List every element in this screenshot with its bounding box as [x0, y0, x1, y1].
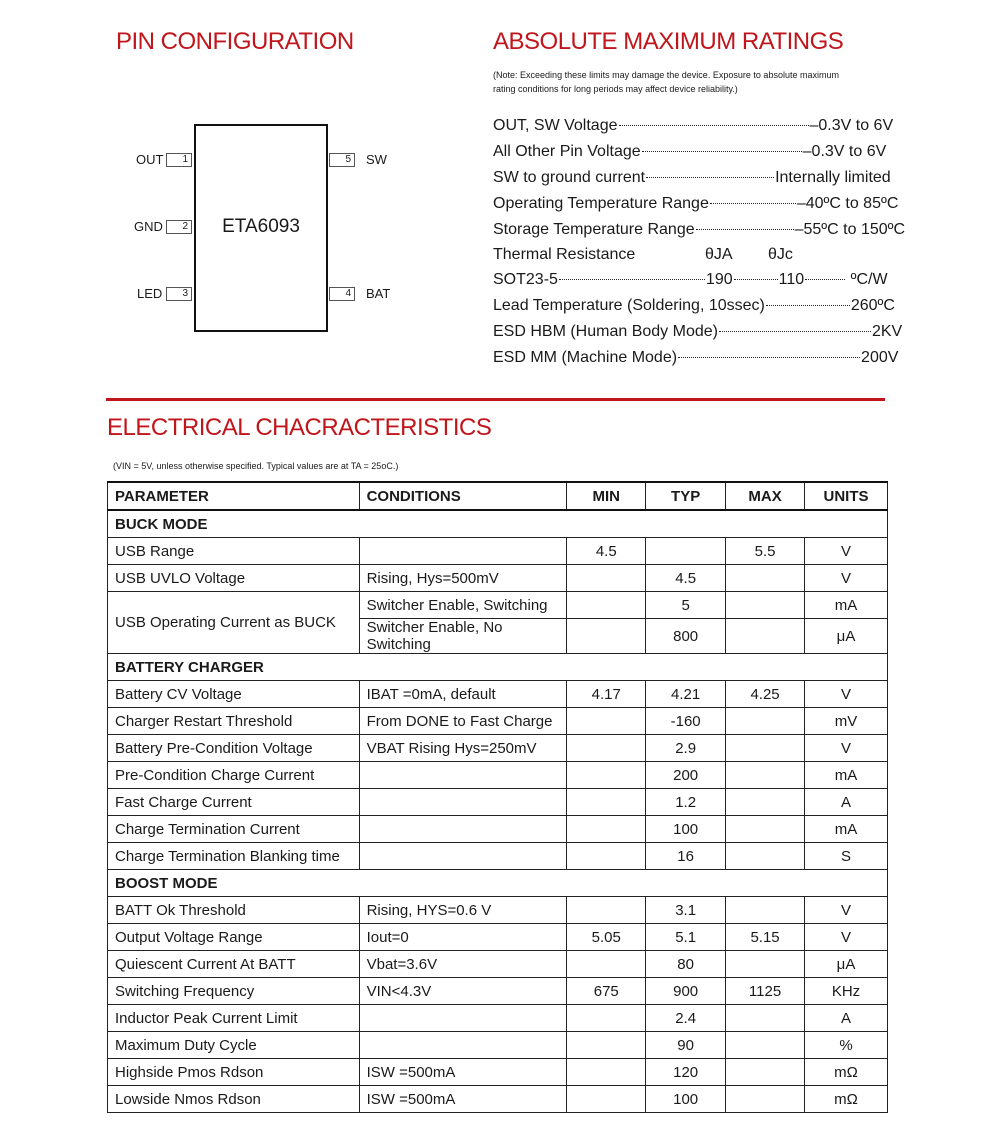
min-cell	[567, 843, 646, 870]
col-header-parameter: PARAMETER	[108, 482, 360, 510]
chip-package-outline	[194, 124, 328, 332]
rating-label: All Other Pin Voltage	[493, 143, 641, 160]
unit-cell: V	[805, 924, 888, 951]
cond-cell: Rising, HYS=0.6 V	[359, 897, 567, 924]
pin-number-4: 4	[329, 287, 355, 301]
thermal-row	[493, 246, 793, 270]
col-header-min: MIN	[567, 482, 646, 510]
param-cell: Lowside Nmos Rdson	[108, 1086, 360, 1113]
unit-cell: μA	[805, 951, 888, 978]
max-cell	[726, 1059, 805, 1086]
cond-cell	[359, 816, 567, 843]
typ-cell: 2.4	[646, 1005, 726, 1032]
max-cell: 4.25	[726, 681, 805, 708]
rating-label: ESD MM (Machine Mode)	[493, 349, 678, 366]
rating-label: Storage Temperature Range	[493, 221, 695, 238]
unit-cell: mΩ	[805, 1086, 888, 1113]
max-cell	[726, 735, 805, 762]
min-cell	[567, 816, 646, 843]
pin-number-3: 3	[166, 287, 192, 301]
col-header-max: MAX	[726, 482, 805, 510]
max-cell	[726, 565, 805, 592]
abs-max-row	[493, 221, 905, 245]
param-cell: USB Range	[108, 538, 360, 565]
param-cell: Charger Restart Threshold	[108, 708, 360, 735]
max-cell	[726, 789, 805, 816]
abs-max-row	[493, 349, 898, 373]
pin-config-title: PIN CONFIGURATION	[116, 28, 354, 55]
rating-label: Operating Temperature Range	[493, 195, 709, 212]
table-row	[108, 789, 888, 816]
table-header-row	[108, 482, 888, 510]
abs-max-note: (Note: Exceeding these limits may damage the device. Exposure to absolute maximum rating conditions for long periods may affect device reliability.)	[493, 70, 839, 94]
leader-dots	[619, 125, 809, 126]
param-cell: USB UVLO Voltage	[108, 565, 360, 592]
typ-cell: 100	[646, 1086, 726, 1113]
max-cell	[726, 1086, 805, 1113]
param-cell: Highside Pmos Rdson	[108, 1059, 360, 1086]
cond-cell: Rising, Hys=500mV	[359, 565, 567, 592]
col-header-units: UNITS	[805, 482, 888, 510]
unit-cell: S	[805, 843, 888, 870]
rating-value: –55ºC to 150ºC	[794, 221, 906, 238]
min-cell: 675	[567, 978, 646, 1005]
unit-cell: μA	[805, 619, 888, 654]
leader-dots	[766, 305, 850, 306]
table-row	[108, 565, 888, 592]
rating-label: ESD HBM (Human Body Mode)	[493, 323, 718, 340]
leader-dots	[642, 151, 802, 152]
pin-number-1: 1	[166, 153, 192, 167]
leader-dots	[678, 357, 860, 358]
max-cell	[726, 592, 805, 619]
table-row	[108, 681, 888, 708]
abs-max-row	[493, 169, 891, 193]
typ-cell: 3.1	[646, 897, 726, 924]
unit-cell: A	[805, 789, 888, 816]
table-row	[108, 1032, 888, 1059]
min-cell	[567, 1032, 646, 1059]
rating-label: Lead Temperature (Soldering, 10ssec)	[493, 297, 765, 314]
abs-max-title: ABSOLUTE MAXIMUM RATINGS	[493, 28, 844, 55]
typ-cell: 90	[646, 1032, 726, 1059]
rating-value: –40ºC to 85ºC	[796, 195, 899, 212]
unit-cell: mA	[805, 762, 888, 789]
min-cell	[567, 619, 646, 654]
param-cell: Charge Termination Blanking time	[108, 843, 360, 870]
table-row	[108, 762, 888, 789]
abs-max-row	[493, 143, 886, 167]
max-cell	[726, 1032, 805, 1059]
pin-label-led: LED	[137, 286, 163, 301]
group-row-charger	[108, 654, 888, 681]
elec-char-title: ELECTRICAL CHACRACTERISTICS	[107, 414, 492, 441]
pin-label-out: OUT	[136, 152, 164, 167]
max-cell	[726, 951, 805, 978]
unit-cell: V	[805, 897, 888, 924]
rating-value: 2KV	[871, 323, 903, 340]
cond-cell	[359, 762, 567, 789]
cond-cell: ISW =500mA	[359, 1059, 567, 1086]
table-row	[108, 735, 888, 762]
col-header-typ: TYP	[646, 482, 726, 510]
param-cell: Battery CV Voltage	[108, 681, 360, 708]
elec-char-table	[107, 481, 888, 1113]
cond-cell: VIN<4.3V	[359, 978, 567, 1005]
rating-label: SW to ground current	[493, 169, 646, 186]
sot-ja: 190	[705, 271, 733, 288]
cond-cell: Iout=0	[359, 924, 567, 951]
param-cell: USB Operating Current as BUCK	[108, 592, 360, 654]
unit-cell: mA	[805, 592, 888, 619]
table-row	[108, 924, 888, 951]
max-cell	[726, 708, 805, 735]
cond-cell	[359, 843, 567, 870]
typ-cell: 4.5	[646, 565, 726, 592]
table-row	[108, 843, 888, 870]
param-cell: Fast Charge Current	[108, 789, 360, 816]
param-cell: Charge Termination Current	[108, 816, 360, 843]
cond-cell: Switcher Enable, Switching	[359, 592, 567, 619]
sot-unit: ºC/W	[850, 271, 888, 288]
min-cell	[567, 1086, 646, 1113]
min-cell	[567, 1005, 646, 1032]
typ-cell: 100	[646, 816, 726, 843]
param-cell: Switching Frequency	[108, 978, 360, 1005]
thermal-label: Thermal Resistance	[493, 246, 636, 263]
pin-number-5: 5	[329, 153, 355, 167]
min-cell	[567, 951, 646, 978]
param-cell: Maximum Duty Cycle	[108, 1032, 360, 1059]
typ-cell: 800	[646, 619, 726, 654]
typ-cell: 4.21	[646, 681, 726, 708]
pin-label-sw: SW	[366, 152, 387, 167]
pin-number-2: 2	[166, 220, 192, 234]
min-cell: 4.17	[567, 681, 646, 708]
sot-label: SOT23-5	[493, 271, 558, 288]
min-cell	[567, 789, 646, 816]
table-row	[108, 1059, 888, 1086]
abs-max-row	[493, 117, 893, 141]
min-cell	[567, 592, 646, 619]
group-row-boost	[108, 870, 888, 897]
unit-cell: %	[805, 1032, 888, 1059]
cond-cell: VBAT Rising Hys=250mV	[359, 735, 567, 762]
typ-cell: 5.1	[646, 924, 726, 951]
rating-value: Internally limited	[775, 169, 891, 186]
unit-cell: mV	[805, 708, 888, 735]
param-cell: BATT Ok Threshold	[108, 897, 360, 924]
cond-cell	[359, 789, 567, 816]
max-cell	[726, 897, 805, 924]
abs-max-row	[493, 297, 895, 321]
min-cell	[567, 708, 646, 735]
unit-cell: V	[805, 681, 888, 708]
unit-cell: A	[805, 1005, 888, 1032]
table-row	[108, 1086, 888, 1113]
unit-cell: mA	[805, 816, 888, 843]
col-header-conditions: CONDITIONS	[359, 482, 567, 510]
group-row-buck	[108, 510, 888, 538]
rating-label: OUT, SW Voltage	[493, 117, 618, 134]
theta-ja: θJA	[705, 246, 733, 263]
section-divider	[106, 398, 885, 401]
table-row	[108, 897, 888, 924]
leader-dots	[719, 331, 871, 332]
typ-cell: 2.9	[646, 735, 726, 762]
table-row	[108, 592, 888, 619]
max-cell	[726, 619, 805, 654]
table-row	[108, 816, 888, 843]
pin-label-gnd: GND	[134, 219, 163, 234]
typ-cell: 1.2	[646, 789, 726, 816]
group-label: BOOST MODE	[108, 870, 888, 897]
typ-cell: 80	[646, 951, 726, 978]
cond-cell: IBAT =0mA, default	[359, 681, 567, 708]
cond-cell	[359, 1032, 567, 1059]
param-cell: Battery Pre-Condition Voltage	[108, 735, 360, 762]
rating-value: –0.3V to 6V	[802, 143, 887, 160]
min-cell	[567, 1059, 646, 1086]
table-row	[108, 708, 888, 735]
min-cell	[567, 735, 646, 762]
elec-char-note: (VIN = 5V, unless otherwise specified. Typical values are at TA = 25oC.)	[113, 461, 399, 471]
table-row	[108, 951, 888, 978]
typ-cell: 900	[646, 978, 726, 1005]
typ-cell	[646, 538, 726, 565]
rating-value: 200V	[861, 349, 899, 366]
typ-cell: 120	[646, 1059, 726, 1086]
group-label: BUCK MODE	[108, 510, 888, 538]
min-cell	[567, 565, 646, 592]
typ-cell: -160	[646, 708, 726, 735]
max-cell	[726, 1005, 805, 1032]
cond-cell: Switcher Enable, No Switching	[359, 619, 567, 654]
abs-max-row	[493, 195, 898, 219]
unit-cell: V	[805, 735, 888, 762]
cond-cell	[359, 1005, 567, 1032]
max-cell	[726, 816, 805, 843]
unit-cell: KHz	[805, 978, 888, 1005]
leader-dots	[696, 229, 794, 230]
abs-max-row	[493, 323, 902, 347]
cond-cell: Vbat=3.6V	[359, 951, 567, 978]
max-cell: 1125	[726, 978, 805, 1005]
table-row	[108, 538, 888, 565]
param-cell: Output Voltage Range	[108, 924, 360, 951]
typ-cell: 200	[646, 762, 726, 789]
max-cell	[726, 843, 805, 870]
rating-value: –0.3V to 6V	[809, 117, 894, 134]
min-cell	[567, 762, 646, 789]
pin-label-bat: BAT	[366, 286, 391, 301]
max-cell: 5.15	[726, 924, 805, 951]
group-label: BATTERY CHARGER	[108, 654, 888, 681]
param-cell: Pre-Condition Charge Current	[108, 762, 360, 789]
typ-cell: 16	[646, 843, 726, 870]
sot-jc: 110	[778, 271, 805, 288]
table-row	[108, 978, 888, 1005]
cond-cell	[359, 538, 567, 565]
theta-jc: θJc	[768, 246, 793, 263]
min-cell	[567, 897, 646, 924]
leader-dots	[710, 203, 796, 204]
rating-value: 260ºC	[850, 297, 895, 314]
sot-row	[493, 271, 888, 295]
leader-dots	[805, 279, 845, 280]
cond-cell: ISW =500mA	[359, 1086, 567, 1113]
table-row	[108, 1005, 888, 1032]
param-cell: Quiescent Current At BATT	[108, 951, 360, 978]
leader-dots	[559, 279, 705, 280]
max-cell: 5.5	[726, 538, 805, 565]
param-cell: Inductor Peak Current Limit	[108, 1005, 360, 1032]
cond-cell: From DONE to Fast Charge	[359, 708, 567, 735]
leader-dots	[646, 177, 774, 178]
unit-cell: V	[805, 565, 888, 592]
min-cell: 4.5	[567, 538, 646, 565]
min-cell: 5.05	[567, 924, 646, 951]
unit-cell: mΩ	[805, 1059, 888, 1086]
chip-name: ETA6093	[222, 216, 300, 237]
typ-cell: 5	[646, 592, 726, 619]
leader-dots	[734, 279, 778, 280]
max-cell	[726, 762, 805, 789]
unit-cell: V	[805, 538, 888, 565]
